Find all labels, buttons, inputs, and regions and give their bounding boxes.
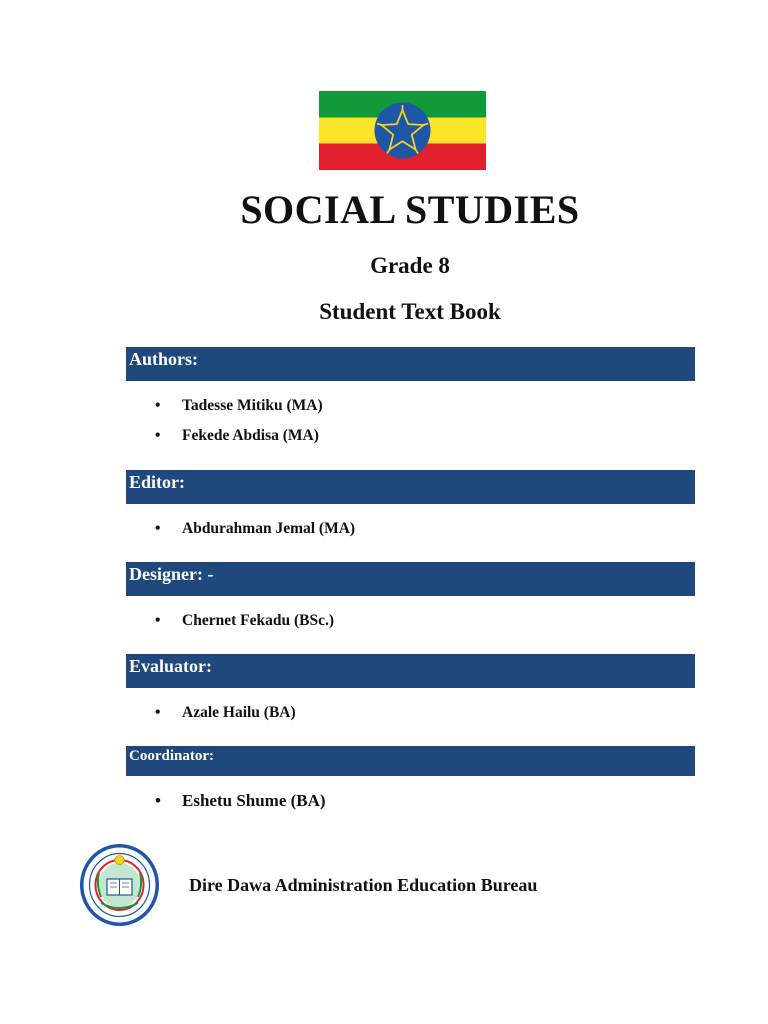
designer-name: Chernet Fekadu (BSc.)	[182, 612, 334, 629]
publisher-name: Dire Dawa Administration Education Bureau	[189, 875, 538, 895]
list-item	[155, 427, 319, 445]
book-subtitle: Student Text Book	[319, 299, 501, 324]
bullet-icon: •	[155, 427, 161, 444]
evaluator-name: Azale Hailu (BA)	[182, 704, 296, 721]
education-bureau-seal-icon	[79, 843, 160, 927]
list-item	[155, 397, 323, 415]
book-title: SOCIAL STUDIES	[240, 187, 580, 232]
editor-heading: Editor:	[129, 472, 185, 492]
coordinator-heading: Coordinator:	[129, 748, 214, 764]
coordinator-name: Eshetu Shume (BA)	[182, 791, 326, 810]
bullet-icon: •	[155, 704, 161, 721]
list-item	[155, 704, 296, 722]
evaluator-heading: Evaluator:	[129, 656, 212, 676]
coordinator-heading-bar	[126, 746, 695, 776]
list-item	[155, 612, 334, 630]
bullet-icon: •	[155, 397, 161, 414]
evaluator-heading-bar	[126, 654, 695, 688]
author-name: Tadesse Mitiku (MA)	[182, 397, 323, 414]
bullet-icon: •	[155, 520, 161, 537]
authors-heading-bar	[126, 347, 695, 381]
list-item	[155, 791, 326, 811]
editor-name: Abdurahman Jemal (MA)	[182, 520, 356, 537]
designer-heading-bar	[126, 562, 695, 596]
designer-heading: Designer: -	[129, 564, 214, 584]
grade-label: Grade 8	[370, 253, 450, 278]
list-item	[155, 520, 355, 538]
authors-heading: Authors:	[129, 349, 199, 369]
author-name: Fekede Abdisa (MA)	[182, 427, 319, 444]
ethiopian-flag-icon	[319, 91, 486, 170]
bullet-icon: •	[155, 612, 161, 629]
editor-heading-bar	[126, 470, 695, 504]
bullet-icon: •	[155, 791, 161, 810]
